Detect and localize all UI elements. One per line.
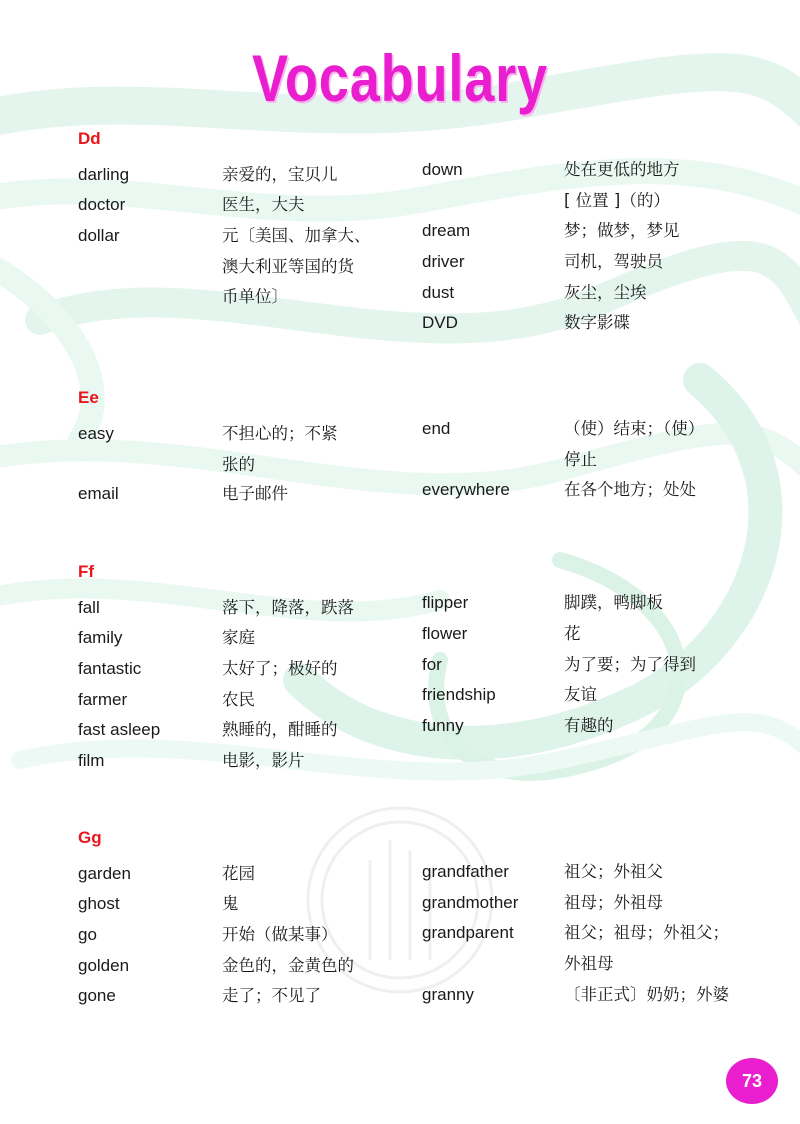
definition-line: 张的 bbox=[222, 454, 255, 474]
vocab-word: grandparent bbox=[422, 923, 514, 942]
definition-line: 祖母；外祖母 bbox=[564, 893, 663, 912]
vocab-word: down bbox=[422, 160, 463, 179]
definition-line: 梦；做梦，梦见 bbox=[564, 221, 680, 240]
vocab-word: flower bbox=[422, 624, 468, 643]
definition-line: 停止 bbox=[564, 449, 597, 469]
definition-line: （使）结束；（使） bbox=[564, 419, 705, 438]
page-number: 73 bbox=[741, 1070, 763, 1091]
definition-line: 开始（做某事） bbox=[222, 925, 338, 944]
vocab-definition bbox=[564, 857, 663, 888]
vocab-word: flipper bbox=[422, 593, 469, 612]
definition-line: 元〔美国、加拿大、 bbox=[222, 226, 371, 245]
vocab-word: friendship bbox=[422, 685, 496, 704]
vocab-word: easy bbox=[78, 424, 114, 443]
vocab-definition bbox=[222, 889, 239, 920]
vocab-definition bbox=[222, 951, 354, 982]
definition-line: 电影，影片 bbox=[222, 751, 305, 770]
definition-line: 鬼 bbox=[222, 894, 239, 913]
definition-line: 〔非正式〕奶奶；外婆 bbox=[564, 985, 729, 1004]
vocab-word: garden bbox=[78, 864, 131, 883]
definition-line: 亲爱的，宝贝儿 bbox=[222, 165, 338, 184]
vocab-definition bbox=[222, 859, 255, 890]
vocab-definition bbox=[564, 155, 680, 216]
page-title: Vocabulary bbox=[252, 41, 548, 115]
vocab-definition bbox=[564, 588, 663, 619]
vocab-definition bbox=[564, 308, 630, 339]
definition-line: 家庭 bbox=[222, 628, 255, 647]
vocab-word: doctor bbox=[78, 195, 126, 214]
vocab-definition bbox=[222, 221, 371, 313]
section-heading: Ee bbox=[78, 388, 99, 407]
vocab-definition bbox=[564, 680, 597, 711]
definition-line: 不担心的；不紧 bbox=[222, 424, 338, 443]
vocab-definition bbox=[564, 980, 729, 1011]
vocab-word: email bbox=[78, 484, 119, 503]
definition-line: [ 位置 ]（的） bbox=[564, 190, 670, 210]
vocab-word: end bbox=[422, 419, 451, 438]
definition-line: 有趣的 bbox=[564, 716, 614, 735]
vocab-word: farmer bbox=[78, 690, 128, 709]
vocab-word: darling bbox=[78, 165, 130, 184]
vocab-word: everywhere bbox=[422, 480, 510, 499]
vocab-definition bbox=[564, 278, 647, 309]
definition-line: 祖父；外祖父 bbox=[564, 862, 663, 881]
vocab-word: family bbox=[78, 628, 123, 647]
definition-line: 走了；不见了 bbox=[222, 986, 321, 1005]
definition-line: 脚蹼，鸭脚板 bbox=[564, 593, 663, 612]
vocab-definition bbox=[222, 715, 338, 746]
vocab-word: ghost bbox=[78, 894, 120, 913]
vocab-definition bbox=[564, 247, 663, 278]
definition-line: 花园 bbox=[222, 864, 255, 883]
definition-line: 灰尘，尘埃 bbox=[564, 283, 647, 302]
vocab-definition bbox=[222, 654, 338, 685]
vocab-word: for bbox=[422, 655, 442, 674]
vocab-word: fall bbox=[78, 598, 100, 617]
definition-line: 电子邮件 bbox=[222, 484, 288, 503]
vocab-word: go bbox=[78, 925, 97, 944]
vocab-definition bbox=[222, 685, 255, 716]
section-heading: Dd bbox=[78, 129, 101, 148]
definition-line: 处在更低的地方 bbox=[564, 160, 680, 179]
vocab-definition bbox=[564, 414, 704, 475]
vocab-definition bbox=[222, 479, 288, 510]
definition-line: 太好了；极好的 bbox=[222, 659, 338, 678]
vocab-definition bbox=[564, 475, 696, 506]
definition-line: 花 bbox=[564, 624, 581, 643]
vocab-word: gone bbox=[78, 986, 116, 1005]
vocab-definition bbox=[564, 650, 696, 681]
definition-line: 农民 bbox=[222, 690, 255, 709]
definition-line: 金色的，金黄色的 bbox=[222, 956, 354, 975]
vocab-word: dust bbox=[422, 283, 455, 302]
definition-line: 友谊 bbox=[564, 685, 597, 704]
vocab-word: fast asleep bbox=[78, 720, 161, 739]
vocab-definition bbox=[222, 981, 321, 1012]
vocab-word: grandmother bbox=[422, 893, 519, 912]
section-heading: Ff bbox=[78, 562, 95, 581]
definition-line: 在各个地方；处处 bbox=[564, 480, 696, 499]
vocab-definition bbox=[222, 190, 305, 221]
definition-line: 为了要；为了得到 bbox=[564, 655, 696, 674]
vocab-definition bbox=[564, 216, 680, 247]
vocab-word: driver bbox=[422, 252, 465, 271]
definition-line: 落下，降落，跌落 bbox=[222, 598, 354, 617]
vocab-word: granny bbox=[422, 985, 474, 1004]
definition-line: 祖父；祖母；外祖父； bbox=[564, 923, 729, 942]
definition-line: 数字影碟 bbox=[564, 313, 630, 332]
vocab-word: fantastic bbox=[78, 659, 142, 678]
page-number-badge bbox=[726, 1058, 778, 1104]
definition-line: 币单位〕 bbox=[222, 287, 288, 306]
vocab-word: funny bbox=[422, 716, 464, 735]
section-heading: Gg bbox=[78, 828, 102, 847]
vocab-definition bbox=[564, 619, 581, 650]
definition-line: 外祖母 bbox=[564, 953, 614, 973]
vocab-definition bbox=[564, 918, 729, 979]
vocab-definition bbox=[222, 593, 354, 624]
vocab-word: grandfather bbox=[422, 862, 509, 881]
vocab-word: film bbox=[78, 751, 105, 770]
vocab-definition bbox=[564, 888, 663, 919]
vocab-definition bbox=[564, 711, 614, 742]
vocab-definition bbox=[222, 920, 338, 951]
definition-line: 澳大利亚等国的货 bbox=[222, 256, 354, 276]
vocab-definition bbox=[222, 623, 255, 654]
vocab-definition bbox=[222, 746, 305, 777]
definition-line: 医生，大夫 bbox=[222, 195, 305, 214]
vocab-word: golden bbox=[78, 956, 130, 975]
vocab-word: DVD bbox=[422, 313, 458, 332]
vocab-definition bbox=[222, 419, 338, 480]
vocab-word: dollar bbox=[78, 226, 120, 245]
definition-line: 熟睡的，酣睡的 bbox=[222, 720, 338, 739]
vocab-definition bbox=[222, 160, 338, 191]
vocab-word: dream bbox=[422, 221, 471, 240]
definition-line: 司机，驾驶员 bbox=[564, 252, 663, 271]
